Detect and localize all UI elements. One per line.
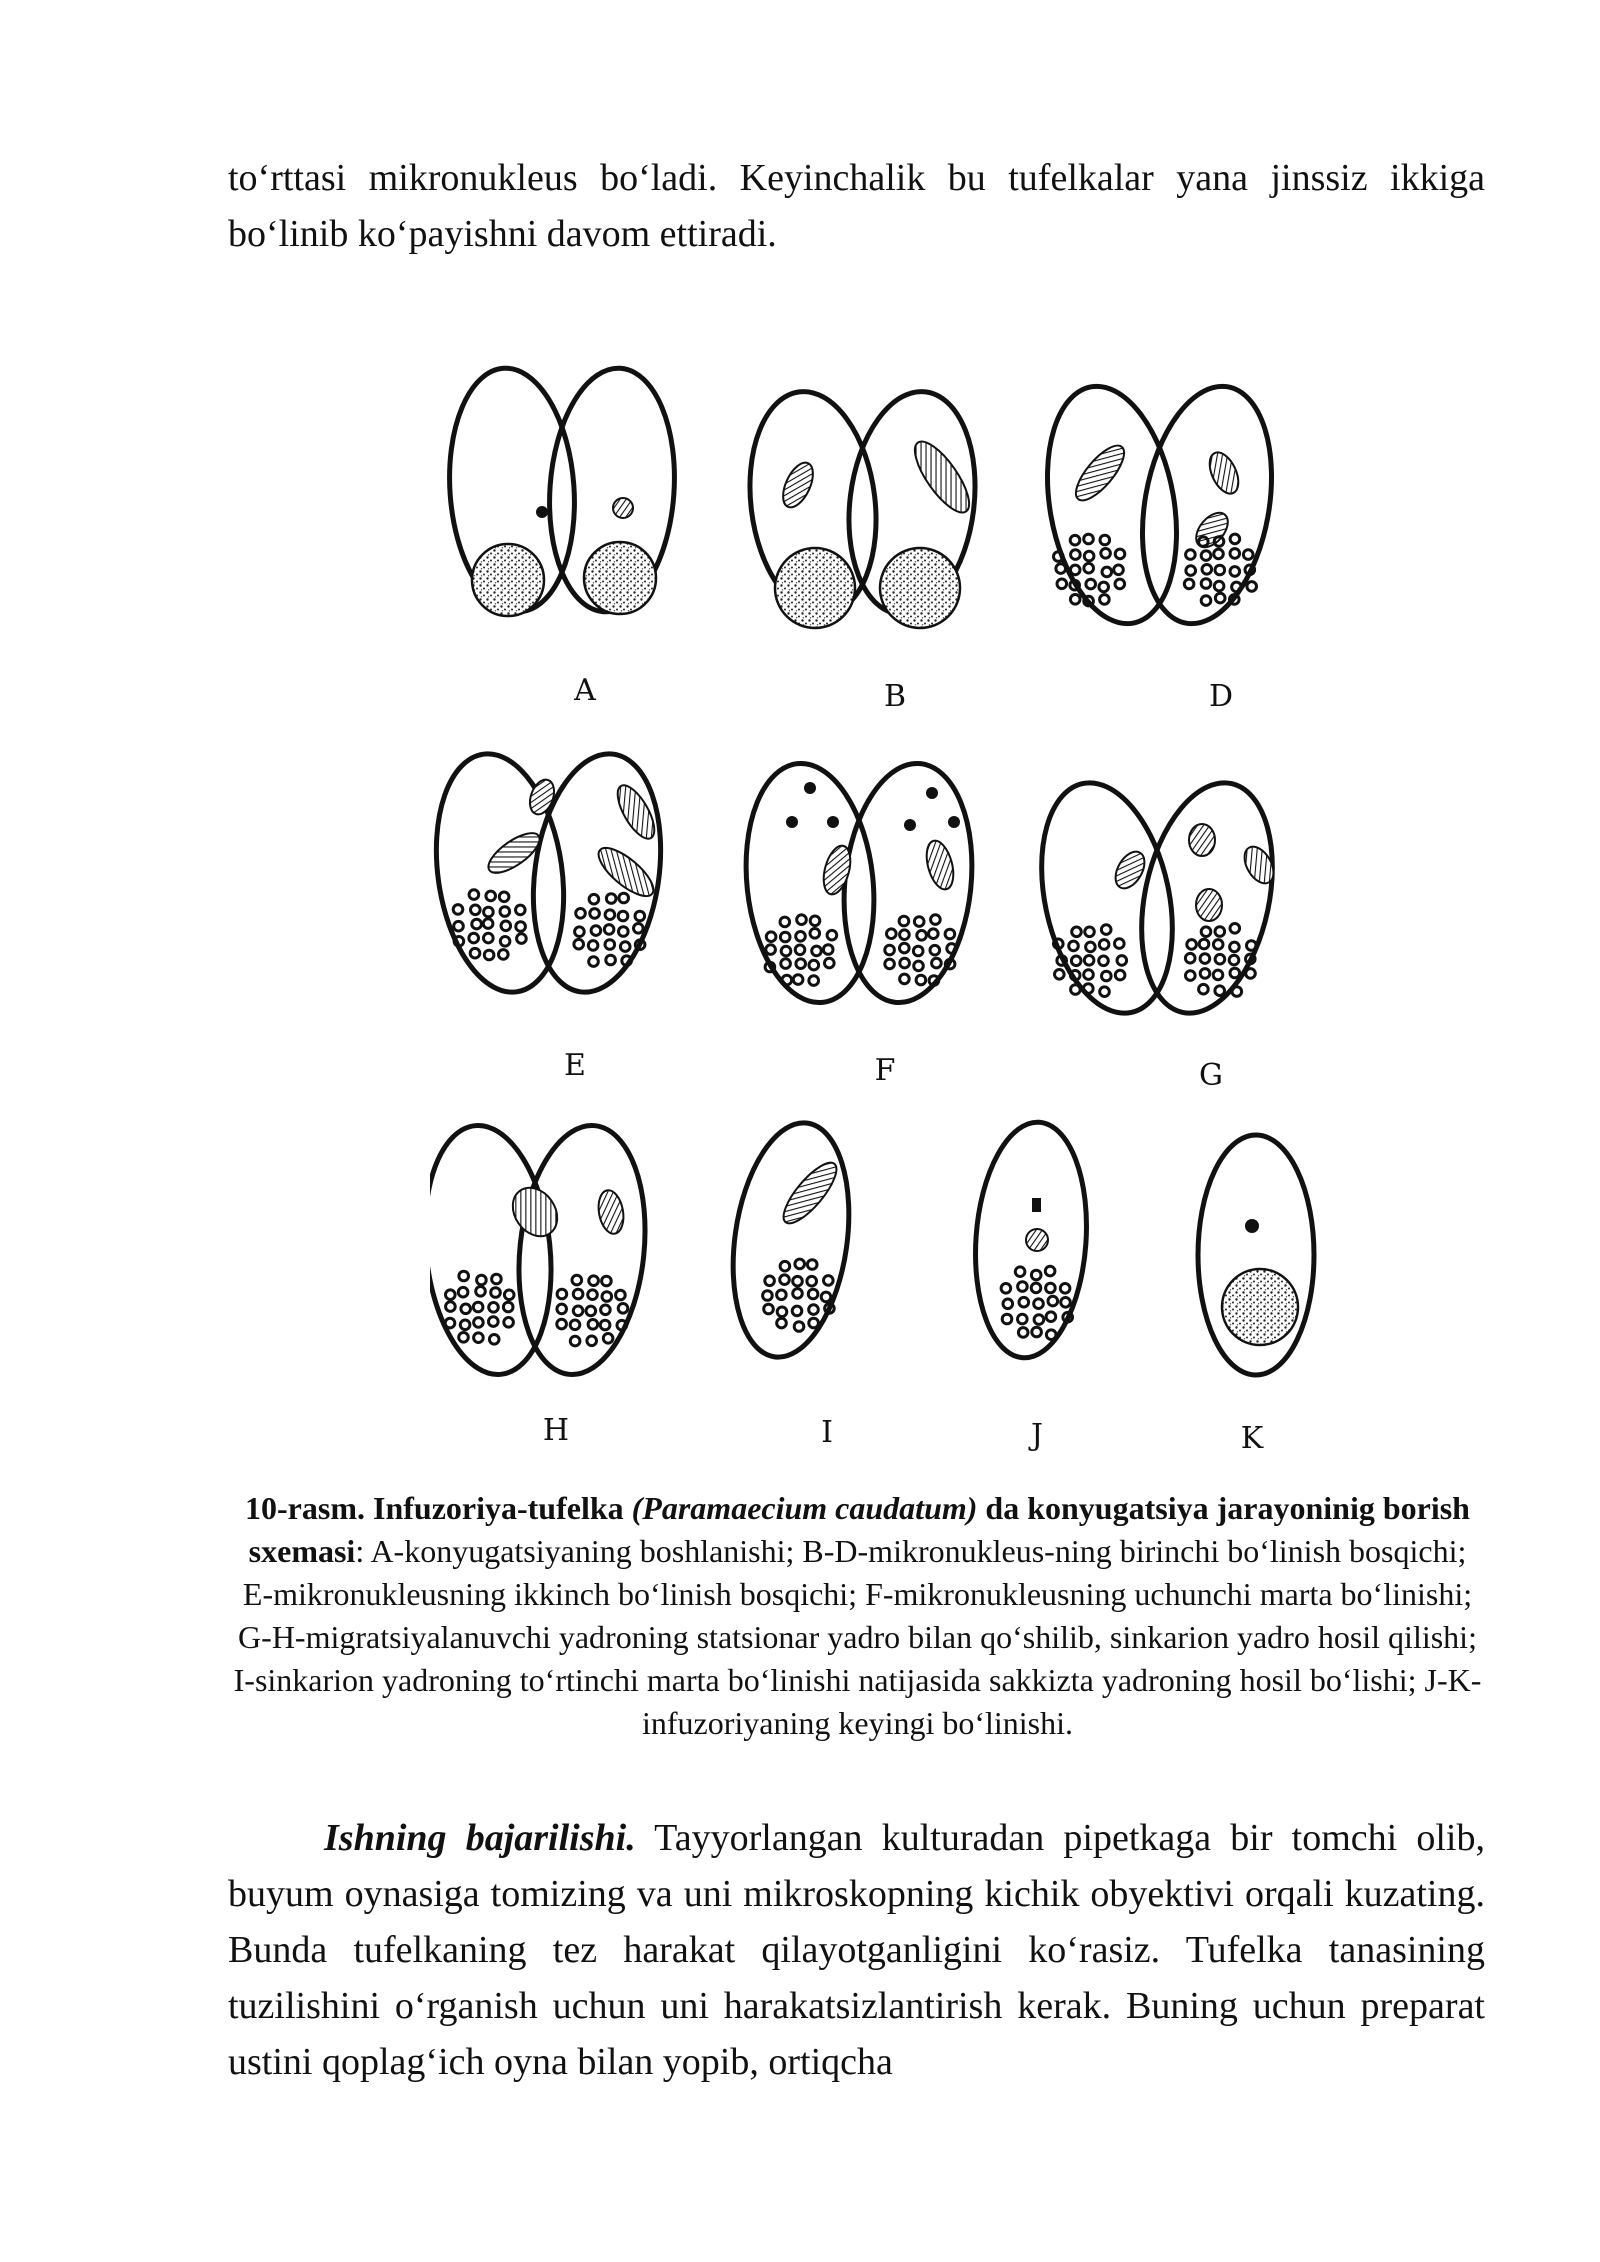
panel-label: G — [1199, 1058, 1223, 1093]
body-paragraph-top: to‘rttasi mikronukleus bo‘ladi. Keyinchalik bu tufelkalar yana jinssiz ikkiga bo‘linib ko‘payishni davom ettiradi. — [228, 157, 1485, 255]
panel-label: B — [883, 679, 907, 714]
figure-caption — [230, 1487, 1485, 1745]
panel-label: K — [1240, 1421, 1264, 1456]
caption-number: 10-rasm. — [245, 1490, 365, 1526]
panel-label: A — [574, 673, 596, 708]
panel-label: F — [874, 1053, 896, 1088]
caption-latin-name: (Paramaecium caudatum) — [631, 1490, 978, 1526]
panel-label: D — [1208, 679, 1234, 714]
panel-label: I — [821, 1415, 833, 1450]
caption-title-2: da konyugatsiya jarayoninig borish sxemasi — [248, 1490, 1470, 1569]
panel-label: J — [1030, 1418, 1044, 1453]
section-text: Tayyorlangan kulturadan pipetkaga bir tomchi olib, buyum oynasiga tomizing va uni mikroskopning kichik obyektivi orqali kuzating. Bunda tufelkaning tez harakat qilayotganligini ko‘rasiz. Tufelka tanasining tuzilishini o‘rganish uchun uni harakatsizlantirish kerak. Buning uchun preparat ustini qoplag‘ich oyna bilan yopib, ortiqcha — [228, 1817, 1485, 2083]
conjugation-figure — [430, 360, 1390, 1470]
body-paragraph-work — [228, 1810, 1485, 2090]
caption-title-1: Infuzoriya-tufelka — [372, 1490, 624, 1526]
panel-label: E — [564, 1048, 586, 1083]
caption-body: : A-konyugatsiyaning boshlanishi; B-D-mikronukleus-ning birinchi bo‘linish bosqichi; E-mikronukleusning ikkinch bo‘linish bosqichi; F-mikronukleusning uchunchi marta bo‘linishi; G-H-migratsiyalanuvchi yadroning statsionar yadro bilan qo‘shilib, sinkarion yadro hosil qilishi; I-sinkarion yadroning to‘rtinchi marta bo‘linishi natijasida sakkizta yadroning hosil bo‘lishi; J-K-infuzoriyaning keyingi bo‘linishi. — [233, 1533, 1482, 1741]
section-lead: Ishning bajarilishi. — [324, 1817, 636, 1859]
panel-label: H — [542, 1413, 570, 1448]
